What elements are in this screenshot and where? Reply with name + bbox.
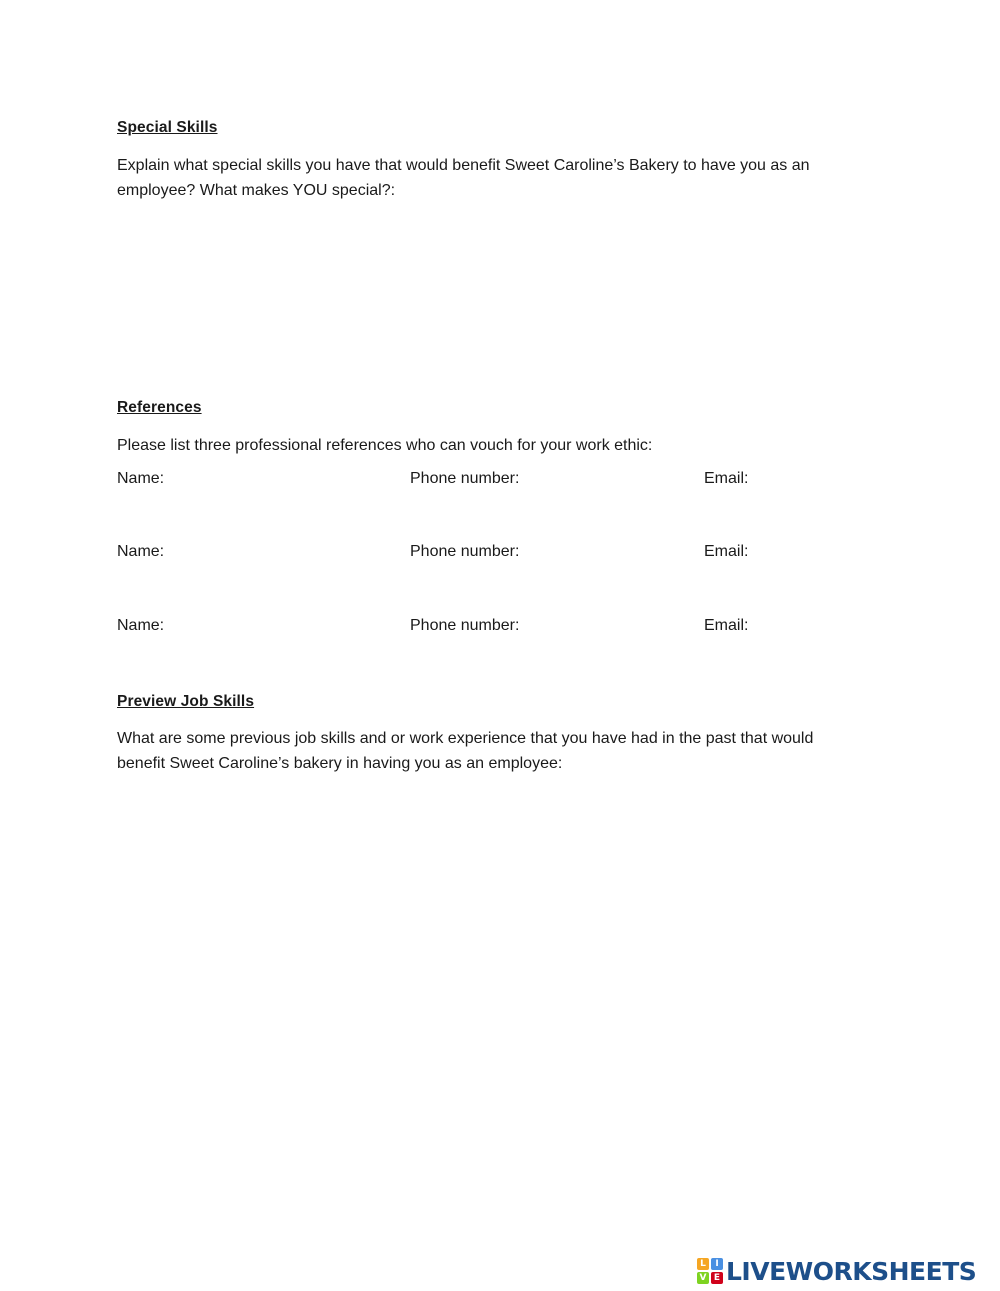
special-skills-prompt-line2: employee? What makes YOU special?: xyxy=(117,182,396,199)
job-skills-prompt-line1: What are some previous job skills and or work experience that you have had in the past that would xyxy=(117,730,814,747)
reference-name-label: Name: xyxy=(117,617,165,634)
references-prompt: Please list three professional references who can vouch for your work ethic: xyxy=(117,437,653,454)
reference-phone-label: Phone number: xyxy=(410,543,520,560)
reference-email-label: Email: xyxy=(704,543,749,560)
reference-email-label: Email: xyxy=(704,470,749,487)
reference-name-label: Name: xyxy=(117,543,165,560)
reference-email-label: Email: xyxy=(704,617,749,634)
job-skills-heading: Preview Job Skills xyxy=(117,693,255,710)
special-skills-heading: Special Skills xyxy=(117,119,218,136)
logo-letter-e: E xyxy=(711,1272,723,1284)
reference-phone-label: Phone number: xyxy=(410,470,520,487)
reference-row-3 xyxy=(0,617,1000,641)
references-heading: References xyxy=(117,399,202,416)
reference-phone-label: Phone number: xyxy=(410,617,520,634)
watermark-text: LIVEWORKSHEETS xyxy=(726,1256,977,1286)
special-skills-prompt xyxy=(117,153,857,203)
logo-letter-i: I xyxy=(711,1258,723,1270)
reference-row-2 xyxy=(0,543,1000,567)
logo-letter-l: L xyxy=(697,1258,709,1270)
job-skills-prompt-line2: benefit Sweet Caroline’s bakery in having you as an employee: xyxy=(117,755,563,772)
special-skills-prompt-line1: Explain what special skills you have that would benefit Sweet Caroline’s Bakery to have you as an xyxy=(117,157,810,174)
job-skills-prompt xyxy=(117,726,857,776)
liveworksheets-logo-icon xyxy=(697,1258,723,1284)
reference-name-label: Name: xyxy=(117,470,165,487)
logo-letter-v: V xyxy=(697,1272,709,1284)
liveworksheets-watermark xyxy=(697,1255,976,1287)
reference-row-1 xyxy=(0,470,1000,494)
